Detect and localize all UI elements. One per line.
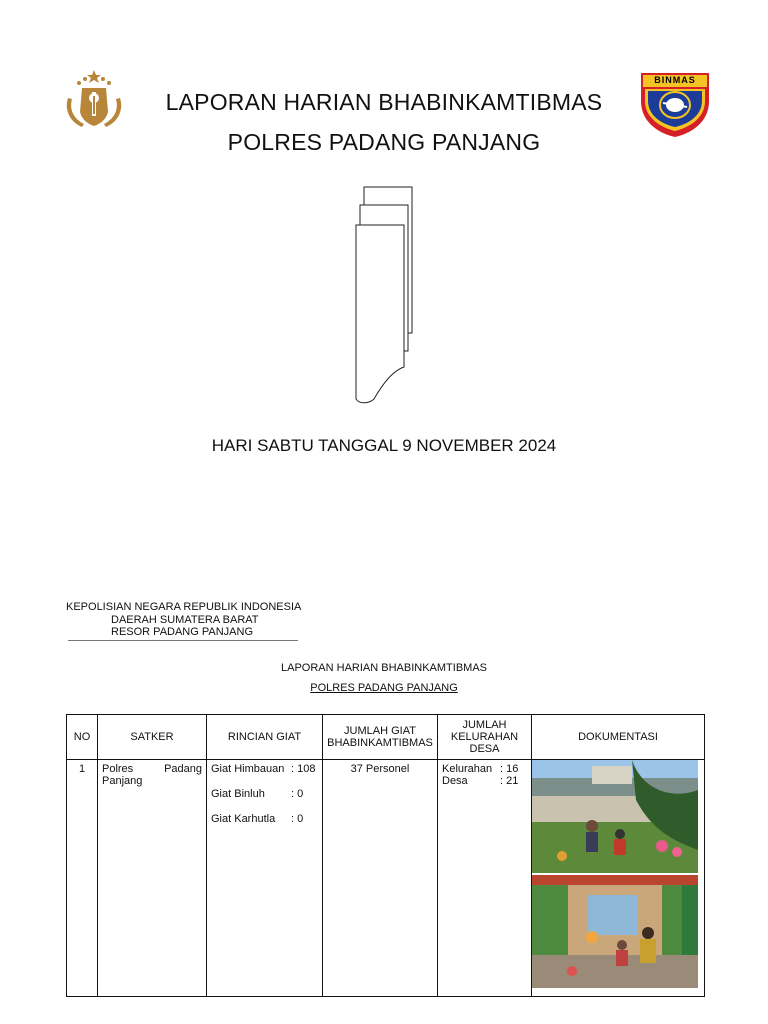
col-header-jumlah-giat (323, 715, 438, 760)
rincian-item (211, 813, 318, 825)
page-title-line1: LAPORAN HARIAN BHABINKAMTIBMAS (165, 89, 603, 115)
report-date: HARI SABTU TANGGAL 9 NOVEMBER 2024 (211, 436, 557, 455)
satker-word-1: Polres (102, 763, 134, 775)
kelurahan-label: Desa (442, 775, 468, 787)
col-header-jumlah-kelurahan (438, 715, 532, 760)
rincian-label: Giat Himbauan (211, 763, 285, 775)
org-line-1: KEPOLISIAN NEGARA REPUBLIK INDONESIA (66, 601, 302, 613)
org-line-2: DAERAH SUMATERA BARAT (111, 614, 259, 626)
report-title: LAPORAN HARIAN BHABINKAMTIBMAS (281, 662, 487, 674)
documentation-photo-2 (532, 873, 698, 988)
report-subtitle: POLRES PADANG PANJANG (310, 682, 458, 694)
binmas-logo-text: BINMAS (654, 75, 696, 85)
cell-no: 1 (67, 760, 98, 997)
page-title-line2: POLRES PADANG PANJANG (227, 129, 541, 155)
rincian-label: Giat Karhutla (211, 813, 276, 825)
rincian-value: : 0 (291, 788, 304, 800)
rincian-item (211, 788, 318, 800)
cell-kelurahan (438, 760, 532, 997)
cell-satker (98, 760, 207, 997)
cell-dokumentasi (532, 760, 705, 997)
kelurahan-value: : 21 (500, 775, 519, 787)
col-header-dokumentasi: DOKUMENTASI (532, 715, 705, 760)
kelurahan-item (442, 775, 527, 787)
col-header-jumlah-giat-l2: BHABINKAMTIBMAS (327, 737, 433, 749)
cell-jumlah-giat: 37 Personel (323, 760, 438, 997)
kelurahan-item (442, 763, 527, 775)
col-header-jumlah-kel-l1: JUMLAH (462, 719, 507, 731)
rincian-value: : 0 (291, 813, 304, 825)
col-header-jumlah-giat-l1: JUMLAH GIAT (344, 725, 416, 737)
satker-word-3: Panjang (102, 775, 143, 787)
kelurahan-label: Kelurahan (442, 763, 493, 775)
rincian-label: Giat Binluh (211, 788, 265, 800)
col-header-jumlah-kel-l3: DESA (469, 743, 500, 755)
col-header-jumlah-kel-l2: KELURAHAN (450, 731, 519, 743)
table-header-row (67, 715, 705, 760)
rincian-item (211, 763, 318, 775)
cell-rincian (207, 760, 323, 997)
col-header-no: NO (67, 715, 98, 760)
org-divider (68, 640, 298, 641)
col-header-rincian: RINCIAN GIAT (207, 715, 323, 760)
kelurahan-value: : 16 (500, 763, 519, 775)
document-outline-icon (352, 185, 416, 407)
report-table (66, 714, 705, 997)
rincian-value: : 108 (291, 763, 316, 775)
table-row (67, 760, 705, 997)
documentation-photo-1 (532, 760, 698, 873)
col-header-satker: SATKER (98, 715, 207, 760)
org-line-3: RESOR PADANG PANJANG (111, 626, 254, 638)
satker-word-2: Padang (164, 763, 202, 775)
